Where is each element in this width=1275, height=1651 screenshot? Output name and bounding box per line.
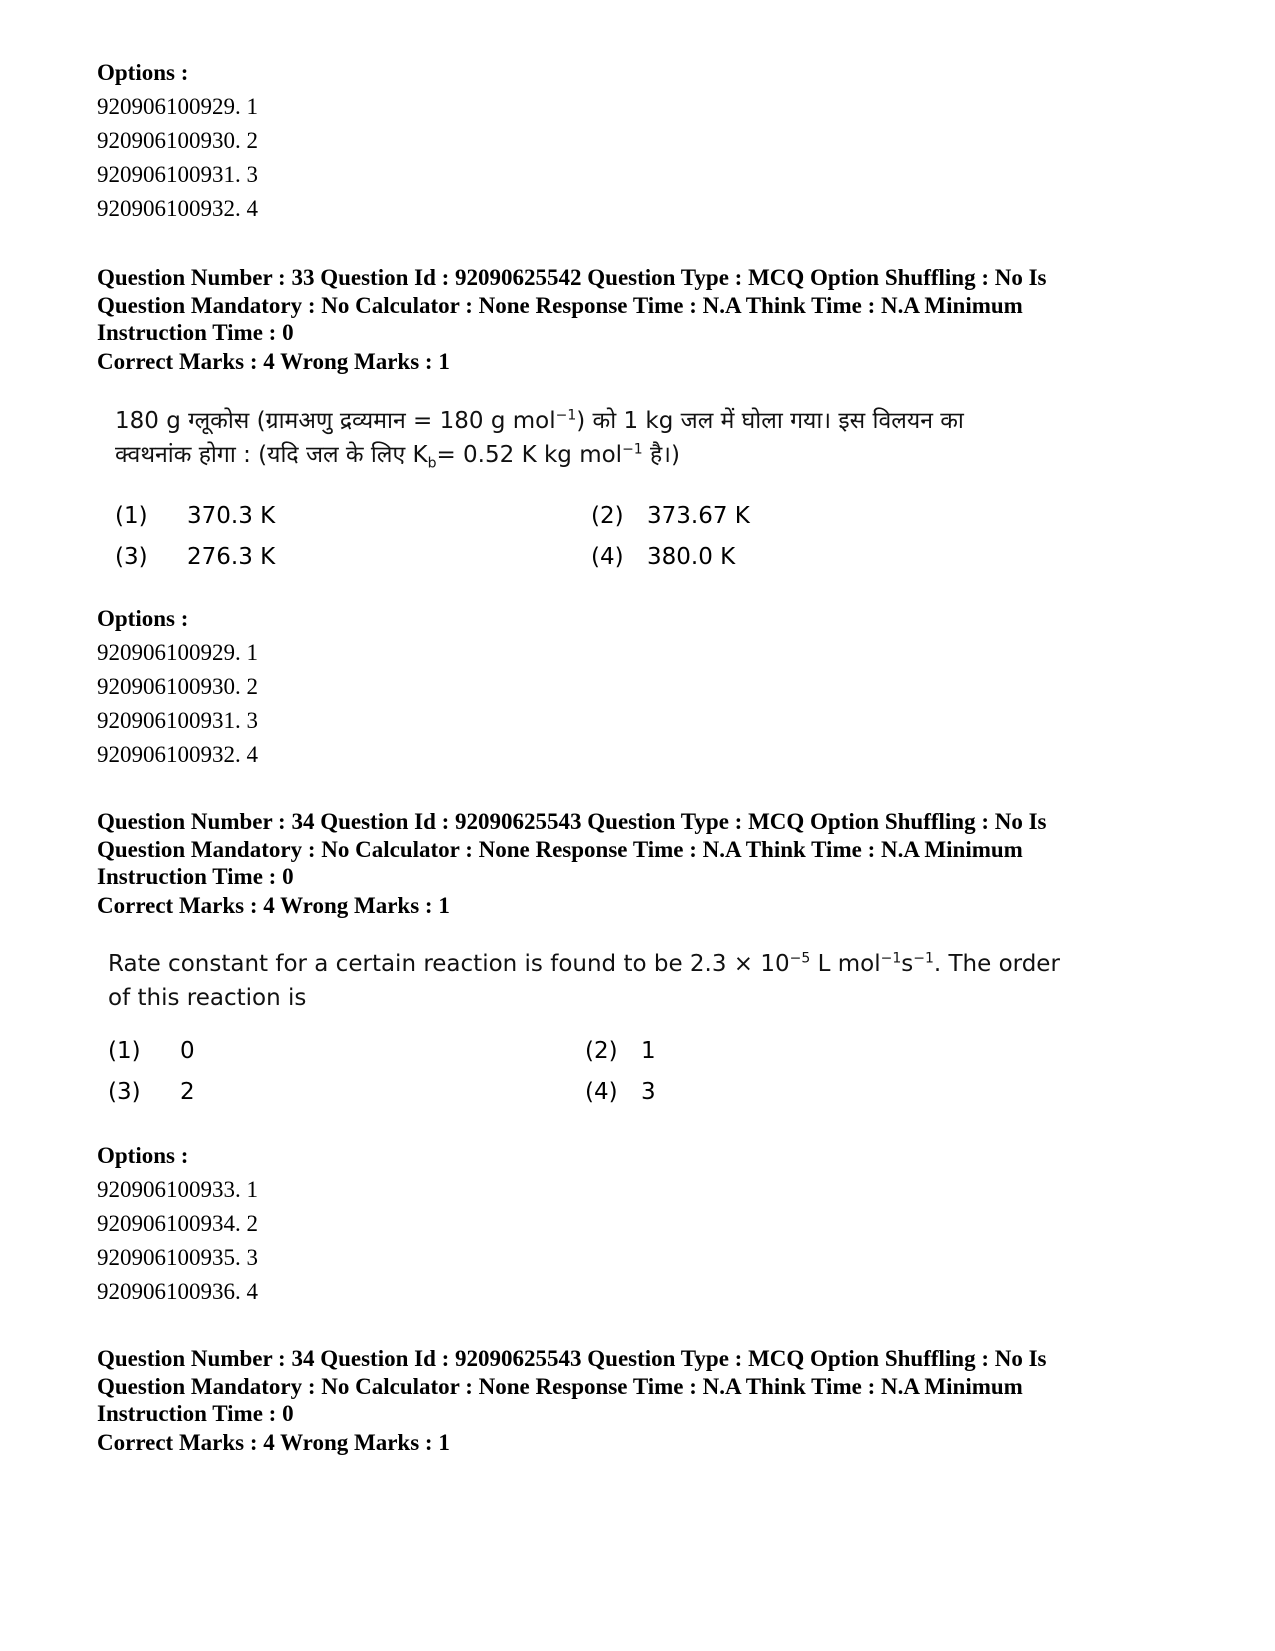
question-33-header: Question Number : 33 Question Id : 92090625542 Question Type : MCQ Option Shuffling : No Is Question Mandatory : No Calculator : None Response Time : N.A Think Time : N.A Minimum Instruction Time : 0 — [97, 265, 1047, 345]
option-line: 920906100933. 1 — [97, 1177, 258, 1202]
question-34-marks: Correct Marks : 4 Wrong Marks : 1 — [97, 893, 450, 918]
option-line: 920906100935. 3 — [97, 1245, 258, 1270]
option-line: 920906100932. 4 — [97, 196, 258, 221]
question-33-stem-line-2: क्वथनांक होगा : (यदि जल के लिए $K_b= 0.52$ K kg mol$^{-1}$ है।) — [115, 441, 680, 472]
options-block-1 — [97, 56, 1137, 226]
question-34-choice-2: (2) 1 — [585, 1038, 656, 1064]
question-34-header: Question Number : 34 Question Id : 92090625543 Question Type : MCQ Option Shuffling : No Is Question Mandatory : No Calculator : None Response Time : N.A Think Time : N.A Minimum Instruction Time : 0 — [97, 809, 1047, 889]
options-label: Options : — [97, 1143, 189, 1168]
question-34-choice-1: (1) 0 — [108, 1038, 195, 1064]
question-33-options — [97, 602, 1137, 772]
question-34-repeat-marks: Correct Marks : 4 Wrong Marks : 1 — [97, 1430, 450, 1455]
option-line: 920906100929. 1 — [97, 94, 258, 119]
question-34-choice-4: (4) 3 — [585, 1079, 656, 1105]
option-line: 920906100931. 3 — [97, 162, 258, 187]
question-33-marks: Correct Marks : 4 Wrong Marks : 1 — [97, 349, 450, 374]
option-line: 920906100934. 2 — [97, 1211, 258, 1236]
question-34-choice-3: (3) 2 — [108, 1079, 195, 1105]
question-34-stem: Rate constant for a certain reaction is found to be $2.3 \times 10^{-5}$ L $mol^{-1}s^{-1}$. The order of this reaction is — [108, 950, 1060, 1011]
options-label: Options : — [97, 60, 189, 85]
question-33-stem-line-1: 180 g ग्लूकोस (ग्रामअणु द्रव्यमान = 180 g mol$^{-1}$) को 1 kg जल में घोला गया। इस विलयन का — [115, 407, 964, 434]
question-33-choice-2: (2) 373.67 K — [591, 503, 750, 529]
question-33-stem — [115, 404, 1105, 472]
option-line: 920906100930. 2 — [97, 674, 258, 699]
question-33-choice-4: (4) 380.0 K — [591, 544, 736, 570]
option-line: 920906100932. 4 — [97, 742, 258, 767]
question-33-choice-1: (1) 370.3 K — [115, 503, 276, 529]
options-label: Options : — [97, 606, 189, 631]
option-line: 920906100930. 2 — [97, 128, 258, 153]
question-34-repeat-header: Question Number : 34 Question Id : 92090625543 Question Type : MCQ Option Shuffling : No Is Question Mandatory : No Calculator : None Response Time : N.A Think Time : N.A Minimum Instruction Time : 0 — [97, 1346, 1047, 1426]
question-33-choice-3: (3) 276.3 K — [115, 544, 276, 570]
question-34-options — [97, 1139, 1137, 1309]
option-line: 920906100929. 1 — [97, 640, 258, 665]
option-line: 920906100931. 3 — [97, 708, 258, 733]
option-line: 920906100936. 4 — [97, 1279, 258, 1304]
